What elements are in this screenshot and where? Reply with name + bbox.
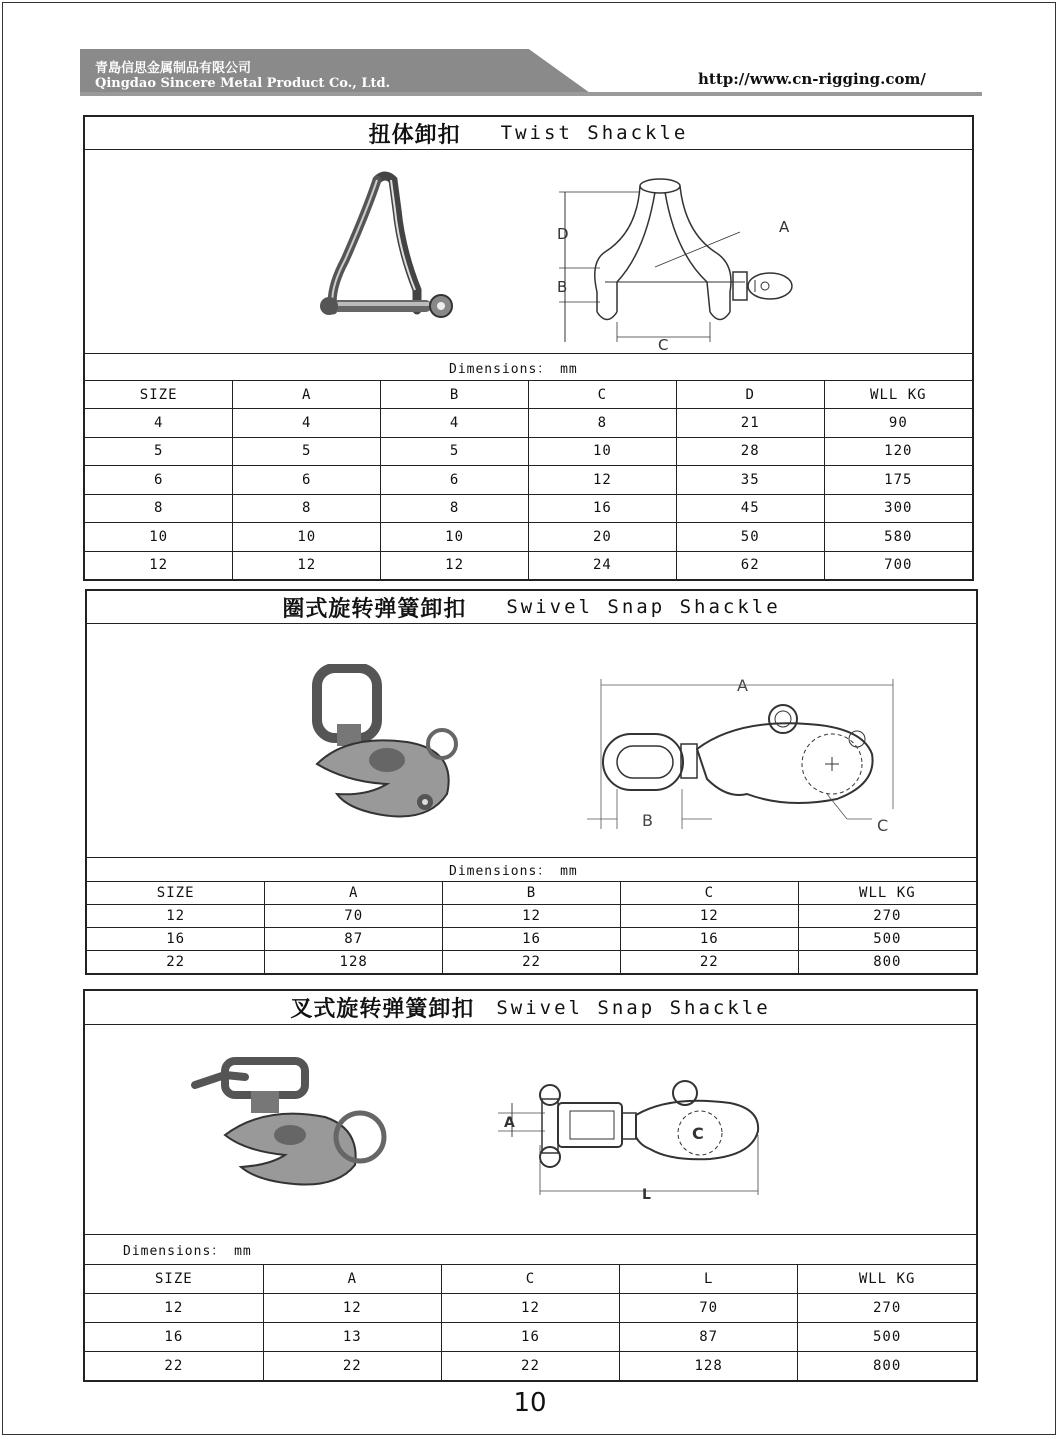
table-cell: 62	[676, 551, 824, 579]
table-row	[85, 551, 972, 579]
eye-swivel-snap-shackle-section	[85, 589, 978, 975]
table-cell: 13	[263, 1322, 441, 1351]
dimensions-label	[85, 1235, 976, 1265]
table-cell: 16	[528, 494, 676, 523]
table-cell: 50	[676, 523, 824, 552]
table-cell: 12	[85, 1293, 263, 1322]
twist-shackle-table	[85, 381, 972, 579]
twist-shackle-photo	[305, 170, 475, 340]
diagram-label-b: B	[557, 278, 568, 296]
table-cell: 16	[87, 927, 265, 950]
table-cell: 10	[233, 523, 381, 552]
section-title-cn: 叉式旋转弹簧卸扣	[290, 997, 475, 1022]
diagram-label-l: L	[642, 1187, 651, 1203]
table-cell: 800	[798, 951, 976, 973]
table-cell: 500	[798, 1322, 976, 1351]
table-row	[85, 409, 972, 438]
table-cell: 28	[676, 437, 824, 466]
company-name-cn: 青島信思金属制品有限公司	[95, 61, 252, 76]
table-cell: 8	[233, 494, 381, 523]
twist-shackle-diagram	[545, 172, 845, 352]
table-cell: 12	[528, 466, 676, 495]
table-cell: 22	[443, 951, 621, 973]
table-cell: 10	[85, 523, 233, 552]
twist-shackle-section	[83, 115, 974, 581]
table-cell: 12	[443, 904, 621, 927]
table-row	[85, 1293, 976, 1322]
eye-swivel-snap-diagram	[587, 669, 907, 849]
table-cell: 10	[528, 437, 676, 466]
table-cell: 128	[620, 1352, 798, 1380]
header-cell: D	[676, 381, 824, 409]
table-cell: 70	[620, 1293, 798, 1322]
section-title	[85, 117, 972, 150]
section-title-cn: 圈式旋转弹簧卸扣	[282, 596, 467, 622]
table-cell: 300	[824, 494, 972, 523]
jaw-swivel-snap-table	[85, 1265, 976, 1380]
table-row	[85, 494, 972, 523]
table-row	[85, 1322, 976, 1351]
header-cell: C	[528, 381, 676, 409]
table-cell: 16	[620, 927, 798, 950]
table-cell: 12	[233, 551, 381, 579]
table-cell: 120	[824, 437, 972, 466]
table-cell: 128	[265, 951, 443, 973]
table-cell: 8	[381, 494, 529, 523]
table-cell: 500	[798, 927, 976, 950]
header-cell: B	[443, 882, 621, 904]
page-number: 10	[513, 1388, 547, 1418]
table-row	[85, 466, 972, 495]
diagram-label-a: A	[737, 676, 748, 695]
table-cell: 6	[381, 466, 529, 495]
header-cell: A	[263, 1265, 441, 1293]
table-cell: 580	[824, 523, 972, 552]
table-cell: 12	[263, 1293, 441, 1322]
header-cell: WLL KG	[798, 1265, 976, 1293]
table-cell: 12	[381, 551, 529, 579]
section-title-en: Twist Shackle	[500, 122, 689, 144]
header-cell: WLL KG	[798, 882, 976, 904]
header-cell: C	[620, 882, 798, 904]
table-cell: 21	[676, 409, 824, 438]
table-cell: 10	[381, 523, 529, 552]
table-cell: 20	[528, 523, 676, 552]
header-cell: SIZE	[85, 1265, 263, 1293]
table-cell: 4	[381, 409, 529, 438]
table-cell: 5	[381, 437, 529, 466]
header-rule	[80, 92, 982, 96]
table-cell: 70	[265, 904, 443, 927]
dimensions-label-text: Dimensions： mm	[449, 864, 578, 879]
header-cell: SIZE	[87, 882, 265, 904]
table-cell: 12	[87, 904, 265, 927]
table-cell: 90	[824, 409, 972, 438]
table-row	[87, 927, 976, 950]
section-title	[85, 991, 976, 1025]
section-title-cn: 扭体卸扣	[368, 122, 461, 148]
product-figure	[85, 150, 972, 354]
table-cell: 16	[443, 927, 621, 950]
header-cell: C	[441, 1265, 619, 1293]
table-cell: 35	[676, 466, 824, 495]
table-cell: 800	[798, 1352, 976, 1380]
table-cell: 175	[824, 466, 972, 495]
table-cell: 8	[85, 494, 233, 523]
header-cell: B	[381, 381, 529, 409]
table-cell: 5	[85, 437, 233, 466]
diagram-label-c: C	[877, 816, 889, 835]
table-cell: 6	[85, 466, 233, 495]
company-name-en: Qingdao Sincere Metal Product Co., Ltd.	[95, 76, 391, 91]
table-cell: 22	[441, 1352, 619, 1380]
table-cell: 8	[528, 409, 676, 438]
table-cell: 12	[85, 551, 233, 579]
table-header-row	[87, 882, 976, 904]
table-header-row	[85, 1265, 976, 1293]
table-cell: 4	[233, 409, 381, 438]
section-title-en: Swivel Snap Shackle	[496, 996, 771, 1019]
header-cell: A	[233, 381, 381, 409]
header-cell: WLL KG	[824, 381, 972, 409]
table-cell: 22	[263, 1352, 441, 1380]
table-cell: 12	[441, 1293, 619, 1322]
product-figure	[87, 624, 976, 858]
table-cell: 4	[85, 409, 233, 438]
eye-swivel-snap-photo	[307, 664, 507, 844]
jaw-swivel-snap-diagram	[490, 1075, 790, 1225]
diagram-label-d: D	[557, 225, 569, 243]
diagram-label-a: A	[504, 1115, 515, 1131]
dimensions-label-text: Dimensions： mm	[449, 361, 578, 377]
table-cell: 270	[798, 1293, 976, 1322]
table-cell: 87	[620, 1322, 798, 1351]
table-cell: 6	[233, 466, 381, 495]
product-figure	[85, 1025, 976, 1235]
table-cell: 24	[528, 551, 676, 579]
table-cell: 12	[620, 904, 798, 927]
table-cell: 270	[798, 904, 976, 927]
table-cell: 45	[676, 494, 824, 523]
diagram-label-c: C	[658, 336, 669, 352]
table-cell: 22	[87, 951, 265, 973]
table-header-row	[85, 381, 972, 409]
diagram-label-a: A	[779, 218, 790, 236]
table-row	[85, 437, 972, 466]
diagram-label-b: B	[642, 811, 653, 830]
website-url[interactable]: http://www.cn-rigging.com/	[698, 70, 926, 88]
dimensions-label-text: Dimensions： mm	[123, 1244, 252, 1259]
header-cell: L	[620, 1265, 798, 1293]
table-cell: 22	[620, 951, 798, 973]
table-cell: 700	[824, 551, 972, 579]
table-row	[85, 1352, 976, 1380]
dimensions-label	[87, 858, 976, 882]
section-title-en: Swivel Snap Shackle	[506, 596, 781, 618]
table-cell: 16	[85, 1322, 263, 1351]
header-cell: SIZE	[85, 381, 233, 409]
diagram-label-c: C	[692, 1124, 704, 1143]
section-title	[87, 591, 976, 624]
table-cell: 22	[85, 1352, 263, 1380]
jaw-swivel-snap-shackle-section	[83, 989, 978, 1382]
table-row	[85, 523, 972, 552]
jaw-swivel-snap-photo	[185, 1055, 405, 1205]
table-row	[87, 951, 976, 973]
dimensions-label	[85, 354, 972, 381]
header-cell: A	[265, 882, 443, 904]
eye-swivel-snap-table	[87, 882, 976, 973]
table-cell: 16	[441, 1322, 619, 1351]
table-row	[87, 904, 976, 927]
table-cell: 5	[233, 437, 381, 466]
table-cell: 87	[265, 927, 443, 950]
